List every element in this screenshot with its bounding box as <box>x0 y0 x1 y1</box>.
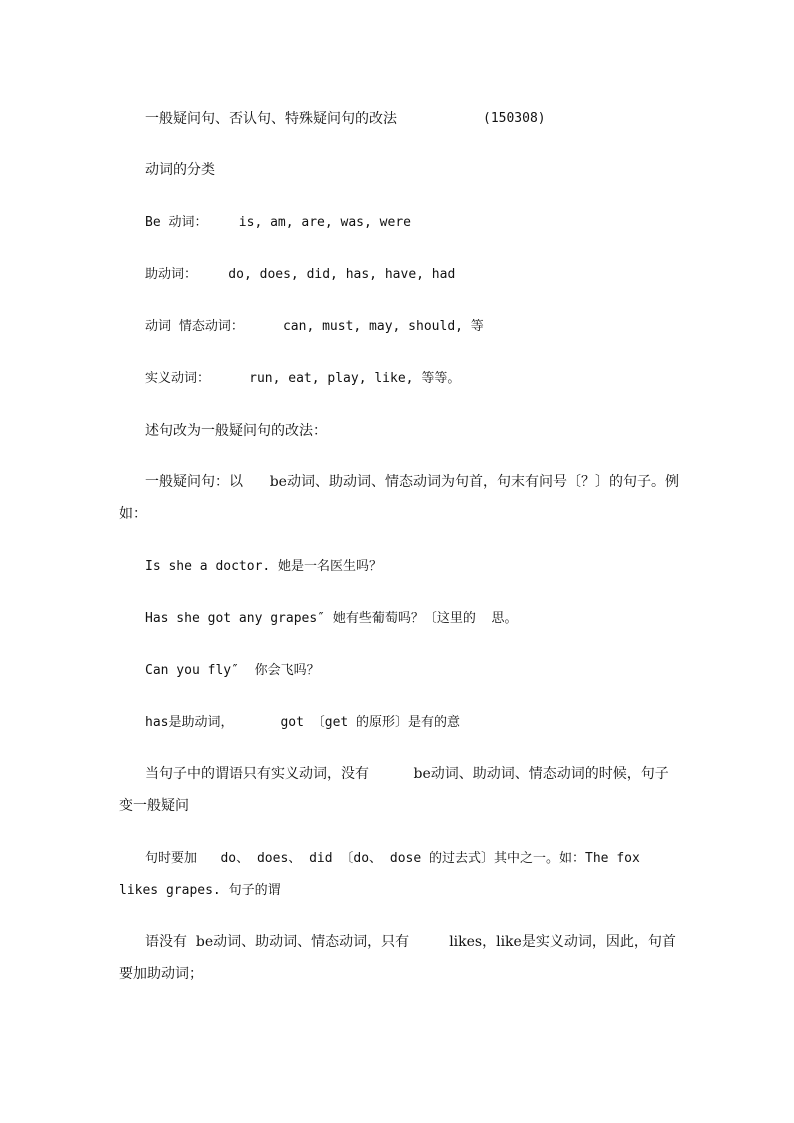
paragraph-example-fly: Can you fly″ 你会飞吗？ <box>145 663 320 678</box>
paragraph-has-got-note: has是助动词， got 〔get 的原形〕是有的意 <box>145 715 461 730</box>
paragraph-example-grapes: Has she got any grapes″ 她有些葡萄吗？〔这里的 思。 <box>145 611 518 626</box>
paragraph-conversion-heading: 述句改为一般疑问句的改法： <box>145 423 327 439</box>
paragraph-likes-explanation: 语没有 be动词、助动词、情态动词，只有 likes，like是实义动词，因此，句首要加助动词； <box>119 934 676 982</box>
paragraph-notional-verb-rule: 当句子中的谓语只有实义动词，没有 be动词、助动词、情态动词的时候，句子变一般疑问 <box>119 766 669 814</box>
document-title: 一般疑问句、否认句、特殊疑问句的改法 <box>145 111 397 127</box>
paragraph-verb-categories: 动词的分类 <box>145 162 215 178</box>
paragraph-example-doctor: Is she a doctor. 她是一名医生吗？ <box>145 559 383 574</box>
paragraph-be-verbs: Be 动词： is, am, are, was, were <box>145 215 411 230</box>
paragraph-general-question-definition: 一般疑问句：以 be动词、助动词、情态动词为句首，句末有问号〔？〕的句子。例如： <box>119 474 679 522</box>
document-code: (150308) <box>483 111 546 126</box>
paragraph-notional-verbs: 实义动词： run, eat, play, like, 等等。 <box>145 371 461 386</box>
paragraph-do-does-did-rule: 句时要加 do、 does、 did 〔do、 dose 的过去式〕其中之一。如：The fox likes grapes. 句子的谓 <box>119 851 648 898</box>
paragraph-auxiliary-verbs: 助动词： do, does, did, has, have, had <box>145 267 456 282</box>
paragraph-modal-verbs: 动词 情态动词： can, must, may, should, 等 <box>145 319 484 334</box>
